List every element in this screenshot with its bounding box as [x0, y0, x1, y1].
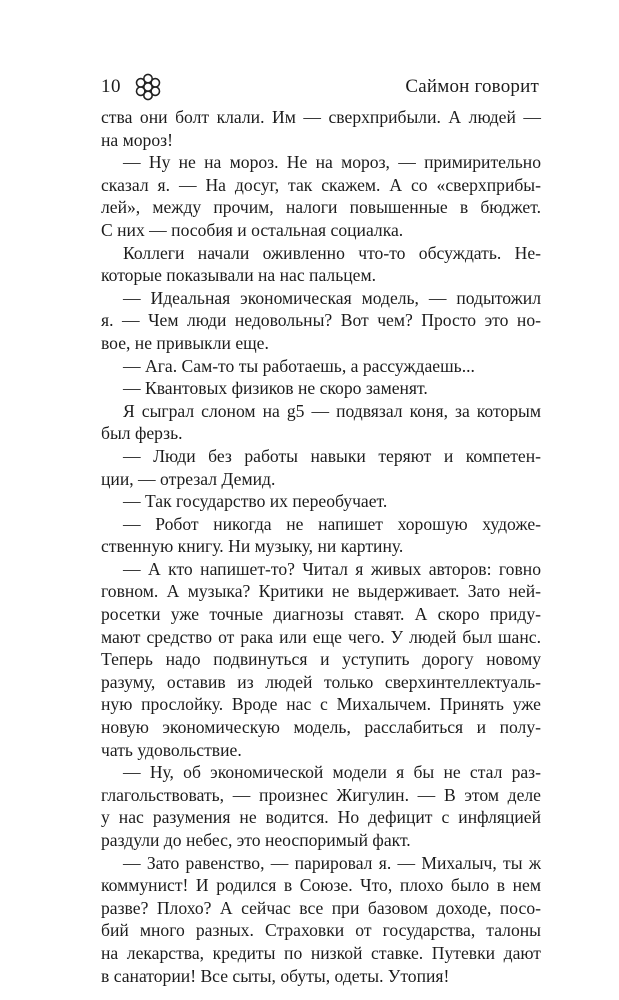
text-line: Теперь надо подвинуться и уступить дорогу новому	[101, 649, 541, 670]
text-line: чать удовольствие.	[101, 739, 242, 760]
text-line: на лекарства, кредиты по низкой ставке. Путевки дают	[101, 942, 541, 963]
body-text	[101, 106, 541, 987]
text-line: говном. А музыка? Критики не выдерживает. Зато ней-	[101, 581, 541, 602]
text-line: вое, не привыкли еще.	[101, 332, 269, 353]
text-line: Коллеги начали оживленно что-то обсуждать. Не-	[123, 242, 541, 263]
text-line: Я сыграл слоном на g5 — подвязал коня, за которым	[123, 400, 541, 421]
text-line: разуму, оставив из людей только сверхинтеллектуаль-	[101, 671, 541, 692]
header-left	[101, 72, 163, 102]
text-line: на мороз!	[101, 129, 173, 150]
text-line: в санатории! Все сыты, обуты, одеты. Утопия!	[101, 965, 450, 986]
text-line: — Зато равенство, — парировал я. — Михалыч, ты ж	[123, 852, 541, 873]
text-line: новую экономическую модель, расслабиться и полу-	[101, 717, 541, 738]
text-line: — Ага. Сам-то ты работаешь, а рассуждаешь...	[123, 355, 475, 376]
text-line: ства они болт клали. Им — сверхприбыли. А людей —	[101, 107, 541, 127]
page-header	[101, 70, 539, 104]
text-line: росетки уже точные диагнозы ставят. А скоро приду-	[101, 604, 541, 625]
text-line: — Робот никогда не напишет хорошую художе-	[123, 513, 541, 534]
text-line: бий много разных. Страховки от государства, талоны	[101, 920, 541, 941]
text-line: — Ну не на мороз. Не на мороз, — примирительно	[123, 152, 541, 173]
text-line: С них — пособия и остальная социалка.	[101, 219, 404, 240]
text-line: — Квантовых физиков не скоро заменят.	[123, 378, 428, 399]
text-line: — Идеальная экономическая модель, — подытожил	[123, 287, 541, 308]
text-line: ственную книгу. Ни музыку, ни картину.	[101, 536, 404, 557]
flower-ornament-icon	[133, 72, 163, 102]
text-line: сказал я. — На досуг, так скажем. А со «сверхприбы-	[101, 174, 541, 195]
text-line: лей», между прочим, налоги повышенные в бюджет.	[101, 197, 541, 218]
text-line: — Ну, об экономической модели я бы не стал раз-	[123, 762, 541, 783]
text-line: я. — Чем люди недовольны? Вот чем? Просто это но-	[101, 310, 541, 331]
text-line: у нас разумения не водится. Но дефицит с инфляцией	[101, 807, 541, 828]
text-line: ную прослойку. Вроде нас с Михалычем. Принять уже	[101, 694, 541, 715]
text-line: — Люди без работы навыки теряют и компетен-	[123, 445, 541, 466]
text-line: — Так государство их переобучает.	[123, 491, 388, 512]
text-line: — А кто напишет-то? Читал я живых авторов: говно	[123, 558, 541, 579]
page-number: 10	[101, 76, 121, 97]
running-title: Саймон говорит	[405, 76, 539, 97]
text-line: разве? Плохо? А сейчас все при базовом доходе, посо-	[101, 897, 541, 918]
text-line: которые показывали на нас пальцем.	[101, 265, 376, 286]
text-line: раздули до небес, это неоспоримый факт.	[101, 830, 411, 850]
text-line: ции, — отрезал Демид.	[101, 468, 276, 489]
text-line: коммунист! И родился в Союзе. Что, плохо было в нем	[101, 875, 541, 896]
text-line: глагольствовать, — произнес Жигулин. — В этом деле	[101, 784, 541, 805]
text-line: мают средство от рака или еще чего. У людей был шанс.	[101, 626, 541, 647]
text-line: был ферзь.	[101, 423, 183, 444]
